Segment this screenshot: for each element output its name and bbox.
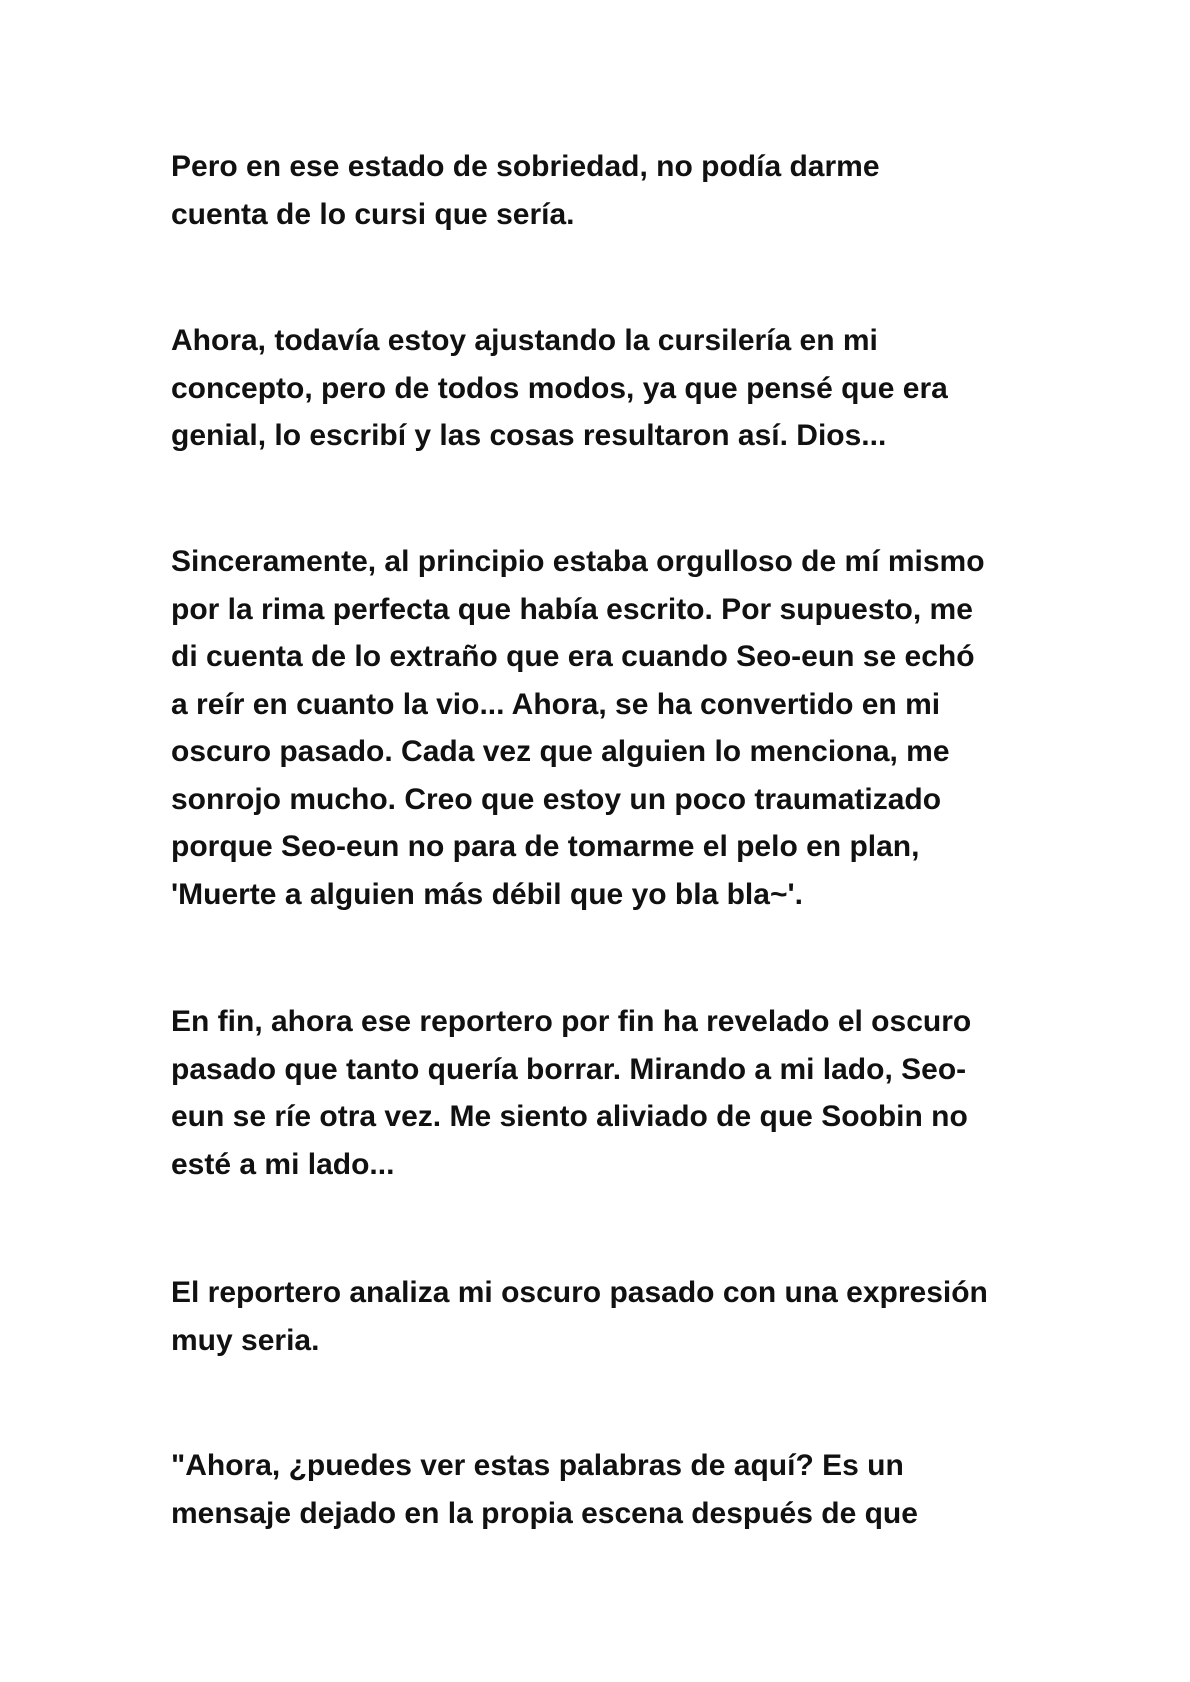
text-line: "Ahora, ¿puedes ver estas palabras de aquí? Es un xyxy=(171,1449,904,1482)
text-line: 'Muerte a alguien más débil que yo bla bla~'. xyxy=(171,877,803,911)
text-line: Ahora, todavía estoy ajustando la cursilería en mi xyxy=(171,324,878,357)
paragraph-1 xyxy=(171,143,1051,238)
text-line: di cuenta de lo extraño que era cuando Seo-eun se echó xyxy=(171,640,975,673)
paragraph-2 xyxy=(171,317,1051,460)
text-line: por la rima perfecta que había escrito. Por supuesto, me xyxy=(171,592,973,626)
text-line: El reportero analiza mi oscuro pasado con una expresión xyxy=(171,1276,988,1309)
text-line: genial, lo escribí y las cosas resultaron así. Dios... xyxy=(171,419,887,452)
text-line: eun se ríe otra vez. Me siento aliviado de que Soobin no xyxy=(171,1100,968,1133)
text-line: sonrojo mucho. Creo que estoy un poco traumatizado xyxy=(171,782,942,816)
text-line: a reír en cuanto la vio... Ahora, se ha convertido en mi xyxy=(171,687,941,721)
text-line: cuenta de lo cursi que sería. xyxy=(171,197,575,231)
text-line: En fin, ahora ese reportero por fin ha revelado el oscuro xyxy=(171,1005,972,1038)
paragraph-3 xyxy=(171,538,1051,918)
paragraph-6 xyxy=(171,1442,1051,1537)
text-line: porque Seo-eun no para de tomarme el pelo en plan, xyxy=(171,830,920,863)
paragraph-5 xyxy=(171,1269,1051,1364)
text-line: concepto, pero de todos modos, ya que pensé que era xyxy=(171,371,948,405)
paragraph-4 xyxy=(171,998,1051,1188)
text-line: mensaje dejado en la propia escena después de que xyxy=(171,1496,918,1530)
text-line: Sinceramente, al principio estaba orgulloso de mí mismo xyxy=(171,545,985,578)
text-line: pasado que tanto quería borrar. Mirando a mi lado, Seo- xyxy=(171,1052,967,1086)
text-line: Pero en ese estado de sobriedad, no podía darme xyxy=(171,150,880,183)
text-line: muy seria. xyxy=(171,1323,320,1357)
text-line: oscuro pasado. Cada vez que alguien lo menciona, me xyxy=(171,735,950,768)
text-line: esté a mi lado... xyxy=(171,1147,395,1181)
